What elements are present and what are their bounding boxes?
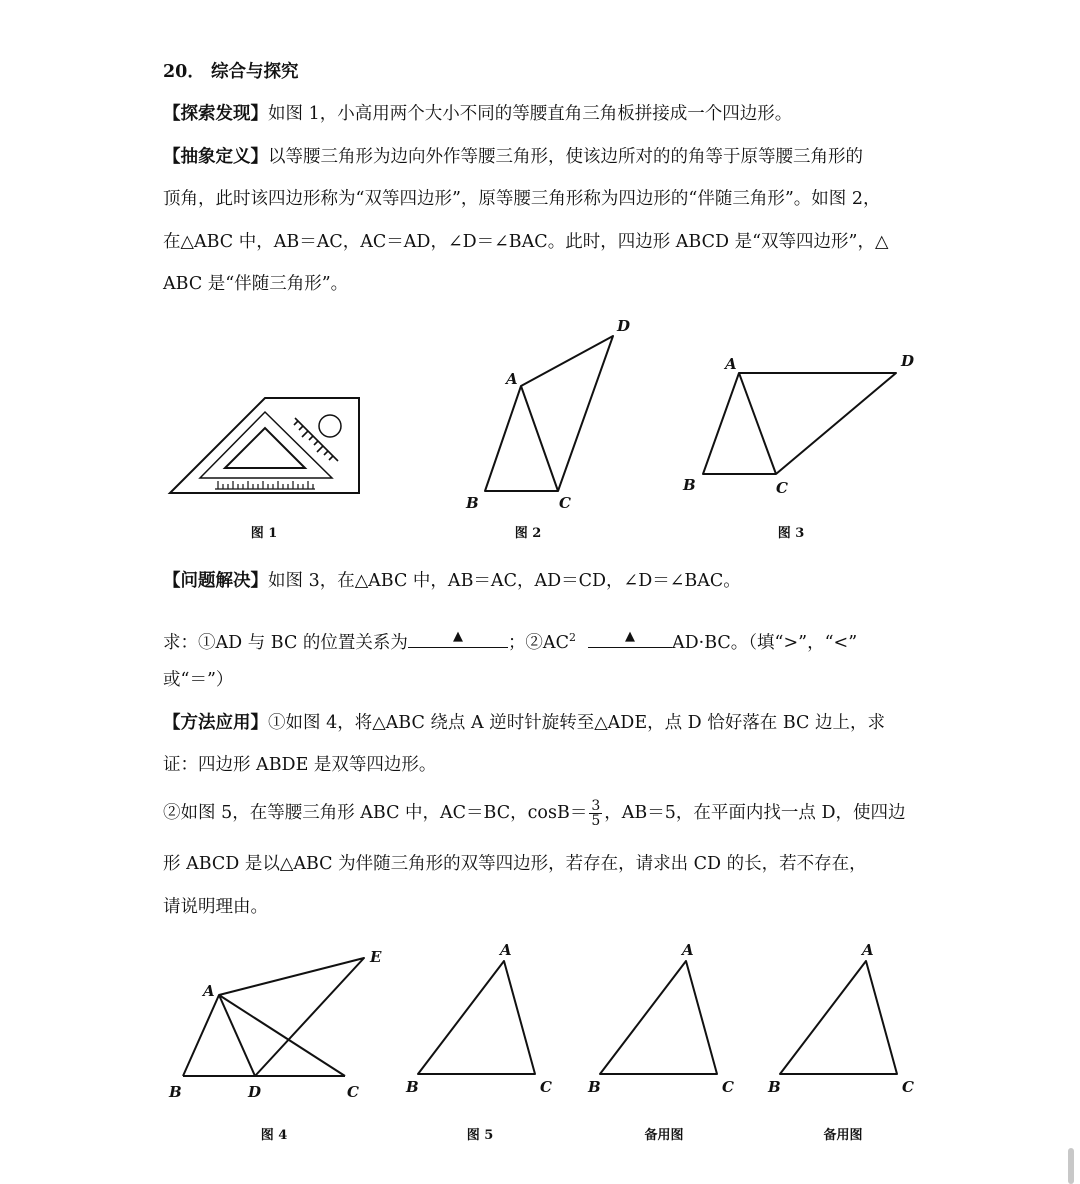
line-6-text: 如图 3，在△ABC 中，AB＝AC，AD＝CD，∠D＝∠BAC。	[268, 571, 741, 591]
text-line-3: 顶角，此时该四边形称为“双等四边形”，原等腰三角形称为四边形的“伴随三角形”。如图 2，	[163, 189, 881, 209]
section-tag-explore: 【探索发现】	[163, 104, 268, 124]
fig5-label-c: C	[540, 1078, 552, 1096]
section-tag-definition: 【抽象定义】	[163, 147, 268, 167]
text-line-2	[163, 145, 863, 169]
text-line-6	[163, 569, 741, 593]
blank-marker-1: ▲	[452, 628, 463, 644]
line-11-part-a: ②如图 5，在等腰三角形 ABC 中，AC＝BC，cosB＝	[163, 803, 588, 823]
exponent: 2	[568, 631, 576, 644]
spare-figure-2-caption: 备用图	[823, 1128, 863, 1143]
fig3-label-b: B	[683, 476, 696, 494]
fig4-label-e: E	[370, 948, 382, 966]
figure-4-caption: 图 4	[260, 1128, 288, 1143]
spare1-label-b: B	[588, 1078, 601, 1096]
figure-2-caption: 图 2	[514, 526, 542, 541]
section-tag-method: 【方法应用】	[163, 713, 268, 733]
problem-title: 综合与探究	[210, 62, 299, 82]
spare-figure-1	[582, 935, 742, 1100]
text-line-13: 请说明理由。	[163, 897, 268, 917]
figure-3-caption: 图 3	[777, 526, 805, 541]
fig3-label-c: C	[776, 479, 788, 497]
spare1-label-a: A	[682, 941, 694, 959]
figure-2-quadrilateral	[455, 310, 645, 515]
question-part-3: AD·BC。（填“>”，“<”	[671, 632, 858, 653]
text-line-4: 在△ABC 中，AB＝AC，AC＝AD，∠D＝∠BAC。此时，四边形 ABCD 是“双等四边形”，△	[163, 232, 889, 252]
fig4-label-a: A	[203, 982, 215, 1000]
figure-3-quadrilateral	[670, 345, 920, 500]
fig4-label-b: B	[169, 1083, 182, 1101]
text-line-7	[163, 626, 857, 655]
fig2-label-a: A	[506, 370, 518, 388]
figure-4-rotation	[165, 940, 395, 1105]
line-11-part-b: ，AB＝5，在平面内找一点 D，使四边	[604, 803, 906, 823]
spare2-label-b: B	[768, 1078, 781, 1096]
text-line-5: ABC 是“伴随三角形”。	[163, 274, 349, 294]
spare2-label-a: A	[862, 941, 874, 959]
spare-figure-2	[762, 935, 922, 1100]
ruler-ticks-bottom	[215, 481, 315, 489]
spare-figure-1-caption: 备用图	[644, 1128, 684, 1143]
vertical-scrollbar[interactable]	[1068, 1148, 1074, 1184]
fig2-label-d: D	[617, 317, 631, 335]
fig4-label-c: C	[347, 1083, 359, 1101]
line-9-text: ①如图 4，将△ABC 绕点 A 逆时针旋转至△ADE，点 D 恰好落在 BC 边上，求	[268, 713, 885, 733]
line-2-text: 以等腰三角形为边向外作等腰三角形，使该边所对的的角等于原等腰三角形的	[268, 147, 863, 167]
fig2-label-c: C	[559, 494, 571, 512]
figure-5-caption: 图 5	[466, 1128, 494, 1143]
fraction-denominator: 5	[591, 813, 601, 829]
text-line-9	[163, 711, 885, 735]
question-part-2: ；②AC	[507, 632, 569, 653]
figure-1-set-squares	[160, 390, 370, 500]
text-line-1	[163, 102, 792, 126]
fig5-label-a: A	[500, 941, 512, 959]
problem-heading	[163, 60, 298, 84]
fraction-numerator: 3	[591, 798, 601, 814]
fig3-label-d: D	[901, 352, 915, 370]
spare1-label-c: C	[722, 1078, 734, 1096]
line-1-text: 如图 1，小高用两个大小不同的等腰直角三角板拼接成一个四边形。	[268, 104, 793, 124]
answer-blank-1[interactable]	[408, 629, 508, 648]
fig2-label-b: B	[466, 494, 479, 512]
figure-1-caption: 图 1	[250, 526, 278, 541]
fig3-label-a: A	[725, 355, 737, 373]
text-line-10: 证：四边形 ABDE 是双等四边形。	[163, 755, 437, 775]
fig4-label-d: D	[248, 1083, 262, 1101]
question-part-1: 求：①AD 与 BC 的位置关系为	[163, 632, 408, 653]
ruler-ticks-diagonal	[294, 418, 338, 461]
blank-marker-2: ▲	[624, 628, 635, 644]
problem-number: 20．	[163, 62, 205, 82]
text-line-8: 或“＝”）	[163, 670, 234, 690]
cos-fraction	[589, 799, 602, 828]
fig5-label-b: B	[406, 1078, 419, 1096]
figure-5-triangle	[400, 935, 560, 1100]
text-line-11	[163, 799, 905, 828]
spare2-label-c: C	[902, 1078, 914, 1096]
text-line-12: 形 ABCD 是以△ABC 为伴随三角形的双等四边形，若存在，请求出 CD 的长，若不存在，	[163, 854, 867, 874]
answer-blank-2[interactable]	[588, 629, 672, 648]
section-tag-problem: 【问题解决】	[163, 571, 268, 591]
